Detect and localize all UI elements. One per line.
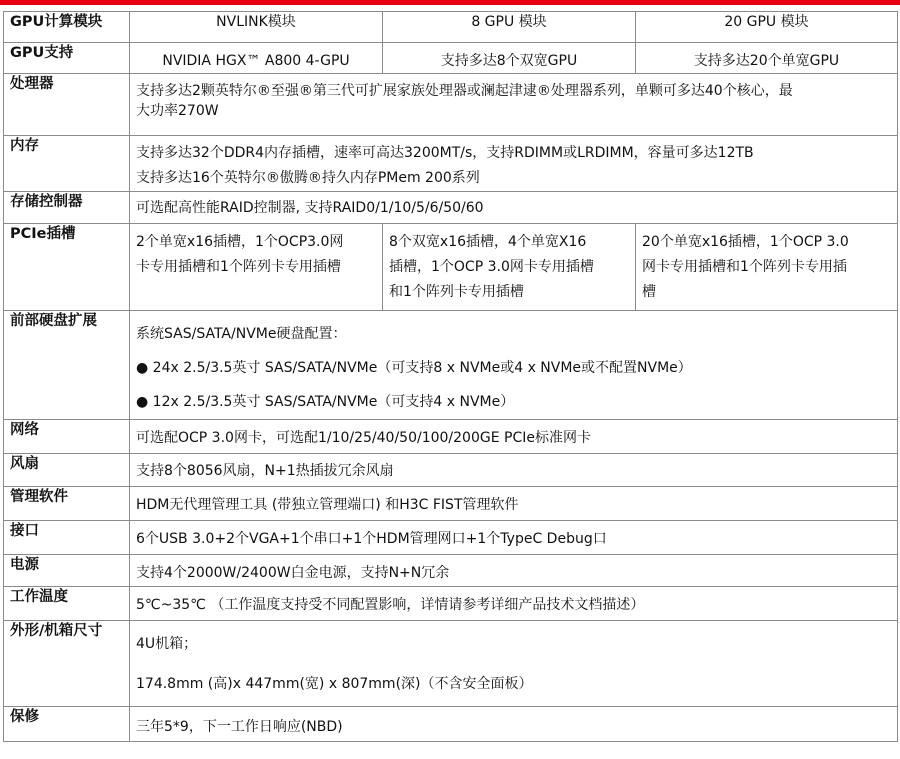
row-label: 保修 xyxy=(4,707,130,742)
row-fans xyxy=(4,454,898,487)
row-label: 内存 xyxy=(4,136,130,192)
row-label: 电源 xyxy=(4,555,130,587)
cpu-value xyxy=(130,74,898,136)
row-pcie xyxy=(4,224,898,311)
drives-value xyxy=(130,311,898,420)
cpu-line-2: 大功率270W xyxy=(136,103,219,119)
pcie-20gpu-line-3: 槽 xyxy=(642,284,656,300)
row-cpu xyxy=(4,74,898,136)
header-col-nvlink: NVLINK模块 xyxy=(130,12,383,43)
temp-value: 5℃~35℃ （工作温度支持受不同配置影响，详情请参考详细产品技术文档描述） xyxy=(130,587,898,621)
pcie-20gpu xyxy=(636,224,898,311)
row-warranty xyxy=(4,707,898,742)
row-label: 存储控制器 xyxy=(4,192,130,224)
top-red-bar xyxy=(0,0,900,5)
row-label: 网络 xyxy=(4,420,130,454)
memory-line-2: 支持多达16个英特尔®傲腾®持久内存PMem 200系列 xyxy=(136,170,480,186)
pcie-nvlink xyxy=(130,224,383,311)
row-drives xyxy=(4,311,898,420)
gpu-nvlink: NVIDIA HGX™ A800 4-GPU xyxy=(130,43,383,74)
row-label: GPU支持 xyxy=(4,43,130,74)
header-col-20gpu: 20 GPU 模块 xyxy=(636,12,898,43)
storage-value: 可选配高性能RAID控制器, 支持RAID0/1/10/5/6/50/60 xyxy=(130,192,898,224)
row-network xyxy=(4,420,898,454)
row-temp xyxy=(4,587,898,621)
gpu-8gpu: 支持多达8个双宽GPU xyxy=(383,43,636,74)
header-col-8gpu: 8 GPU 模块 xyxy=(383,12,636,43)
pcie-8gpu-line-2: 插槽，1个OCP 3.0网卡专用插槽 xyxy=(389,259,594,275)
row-power xyxy=(4,555,898,587)
row-label: 风扇 xyxy=(4,454,130,487)
row-label: 管理软件 xyxy=(4,487,130,521)
header-row xyxy=(4,12,898,43)
pcie-nvlink-line-2: 卡专用插槽和1个阵列卡专用插槽 xyxy=(136,259,341,275)
row-label: 外形/机箱尺寸 xyxy=(4,621,130,707)
network-value: 可选配OCP 3.0网卡，可选配1/10/25/40/50/100/200GE PCIe标准网卡 xyxy=(130,420,898,454)
memory-value xyxy=(130,136,898,192)
chassis-line-1: 4U机箱； xyxy=(136,636,198,652)
row-label: 接口 xyxy=(4,521,130,555)
power-value: 支持4个2000W/2400W白金电源，支持N+N冗余 xyxy=(130,555,898,587)
pcie-20gpu-line-1: 20个单宽x16插槽，1个OCP 3.0 xyxy=(642,234,849,250)
chassis-line-2: 174.8mm (高)x 447mm(宽) x 807mm(深)（不含安全面板） xyxy=(136,676,533,692)
row-label: 工作温度 xyxy=(4,587,130,621)
header-label: GPU计算模块 xyxy=(4,12,130,43)
fans-value: 支持8个8056风扇，N+1热插拔冗余风扇 xyxy=(130,454,898,487)
mgmt-value: HDM无代理管理工具 (带独立管理端口) 和H3C FIST管理软件 xyxy=(130,487,898,521)
row-mgmt xyxy=(4,487,898,521)
row-storage xyxy=(4,192,898,224)
cpu-line-1: 支持多达2颗英特尔®至强®第三代可扩展家族处理器或澜起津逮®处理器系列，单颗可多达40个核心，最 xyxy=(136,83,793,99)
pcie-8gpu xyxy=(383,224,636,311)
ports-value: 6个USB 3.0+2个VGA+1个串口+1个HDM管理网口+1个TypeC Debug口 xyxy=(130,521,898,555)
row-label: PCIe插槽 xyxy=(4,224,130,311)
drives-line-2: ● 24x 2.5/3.5英寸 SAS/SATA/NVMe（可支持8 x NVMe或4 x NVMe或不配置NVMe） xyxy=(136,360,692,376)
gpu-20gpu: 支持多达20个单宽GPU xyxy=(636,43,898,74)
row-chassis xyxy=(4,621,898,707)
spec-table xyxy=(3,11,898,742)
row-ports xyxy=(4,521,898,555)
row-label: 前部硬盘扩展 xyxy=(4,311,130,420)
pcie-8gpu-line-3: 和1个阵列卡专用插槽 xyxy=(389,284,524,300)
row-memory xyxy=(4,136,898,192)
pcie-8gpu-line-1: 8个双宽x16插槽，4个单宽X16 xyxy=(389,234,587,250)
chassis-value xyxy=(130,621,898,707)
drives-line-3: ● 12x 2.5/3.5英寸 SAS/SATA/NVMe（可支持4 x NVMe） xyxy=(136,394,515,410)
pcie-20gpu-line-2: 网卡专用插槽和1个阵列卡专用插 xyxy=(642,259,847,275)
warranty-value: 三年5*9，下一工作日响应(NBD) xyxy=(130,707,898,742)
pcie-nvlink-line-1: 2个单宽x16插槽，1个OCP3.0网 xyxy=(136,234,344,250)
row-gpu xyxy=(4,43,898,74)
drives-line-1: 系统SAS/SATA/NVMe硬盘配置： xyxy=(136,326,347,342)
memory-line-1: 支持多达32个DDR4内存插槽，速率可高达3200MT/s，支持RDIMM或LRDIMM，容量可多达12TB xyxy=(136,145,754,161)
row-label: 处理器 xyxy=(4,74,130,136)
